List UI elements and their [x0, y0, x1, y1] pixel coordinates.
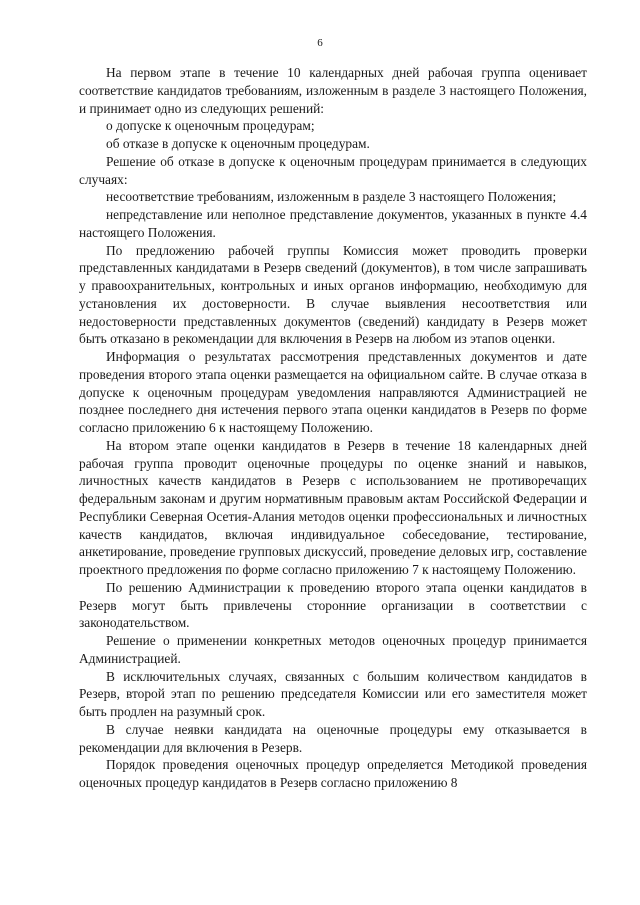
paragraph-procedure-order: Порядок проведения оценочных процедур определяется Методикой проведения оценочных процедур кандидатов в Резерв согласно приложению 8: [79, 757, 587, 790]
document-body: [79, 64, 587, 792]
list-item-admission: о допуске к оценочным процедурам;: [106, 118, 315, 134]
paragraph-no-show: В случае неявки кандидата на оценочные процедуры ему отказывается в рекомендации для включения в Резерв.: [79, 721, 587, 755]
list-item-nonconformity: несоответствие требованиям, изложенным в разделе 3 настоящего Положения;: [106, 189, 557, 205]
paragraph-refusal-cases: Решение об отказе в допуске к оценочным процедурам принимается в следующих случаях:: [79, 153, 587, 187]
paragraph-second-stage: На втором этапе оценки кандидатов в Резерв в течение 18 календарных дней рабочая группа проводит оценочные процедуры по оценке знаний и навыков, личностных качеств кандидатов в Резерв с использованием не противоречащих федеральным законам и другим нормативным правовым актам Российской Федерации и Республики Северная Осетия-Алания методов оценки профессиональных и личностных качеств кандидатов, включая индивидуальное собеседование, тестирование, анкетирование, проведение групповых дискуссий, проведение деловых игр, составление проектного предложения по форме согласно приложению 7 к настоящему Положению.: [79, 437, 587, 577]
list-item-missing-documents: непредставление или неполное представление документов, указанных в пункте 4.4 настоящего Положения.: [79, 207, 587, 240]
list-item-refusal: об отказе в допуске к оценочным процедурам.: [106, 136, 370, 151]
paragraph-verification: По предложению рабочей группы Комиссия может проводить проверки представленных кандидатами в Резерв сведений (документов), в том числе запрашивать у правоохранительных, контрольных и иных органов информацию, необходимую для установления их достоверности. В случае выявления несоответствия или недостоверности представленных документов (сведений) кандидату в Резерв может быть отказано в рекомендации для включения в Резерв на любом из этапов оценки.: [79, 242, 587, 347]
page-number: 6: [317, 37, 323, 49]
paragraph-results-info: Информация о результатах рассмотрения представленных документов и дате проведения второго этапа оценки размещается на официальном сайте. В случае отказа в допуске к оценочным процедурам уведомления направляются Администрацией не позднее последнего дня истечения первого этапа оценки кандидатов в Резерв по форме согласно приложению 6 к настоящему Положению.: [79, 349, 587, 435]
paragraph-first-stage: На первом этапе в течение 10 календарных дней рабочая группа оценивает соответствие кандидатов требованиям, изложенным в разделе 3 настоящего Положения, и принимает одно из следующих решений:: [79, 65, 587, 116]
paragraph-third-parties: По решению Администрации к проведению второго этапа оценки кандидатов в Резерв могут быть привлечены сторонние организации в соответствии с законодательством.: [79, 579, 587, 631]
paragraph-extension: В исключительных случаях, связанных с большим количеством кандидатов в Резерв, второй этап по решению председателя Комиссии или его заместителя может быть продлен на разумный срок.: [79, 668, 587, 719]
paragraph-methods-decision: Решение о применении конкретных методов оценочных процедур принимается Администрацией.: [79, 633, 587, 666]
